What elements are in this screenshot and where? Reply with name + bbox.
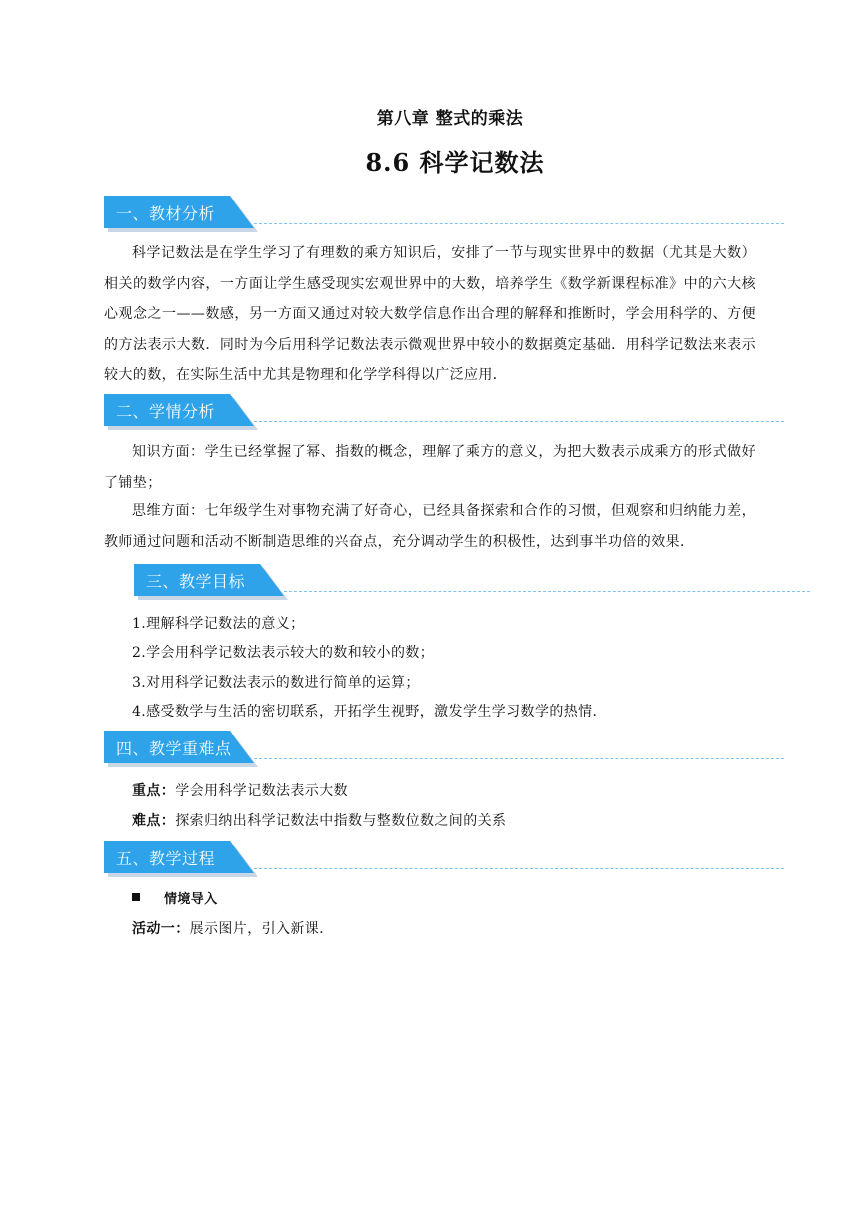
dashed-rule: [254, 223, 784, 224]
goal-item: 3.对用科学记数法表示的数进行简单的运算；: [132, 675, 420, 691]
section-banner-process: [104, 841, 784, 875]
goal-item: 4.感受数学与生活的密切联系，开拓学生视野，激发学生学习数学的热情．: [132, 704, 607, 720]
section-heading: 二、学情分析: [116, 402, 216, 421]
difficulty-line: [132, 810, 506, 830]
focus-text: 学会用科学记数法表示大数: [175, 783, 349, 799]
difficulty-text: 探索归纳出科学记数法中指数与整数位数之间的关系: [175, 813, 507, 829]
learner-knowledge-paragraph: 知识方面：学生已经掌握了幂、指数的概念，理解了乘方的意义，为把大数表示成乘方的形式做好了铺垫；: [104, 444, 756, 491]
difficulty-label: 难点：: [132, 813, 176, 829]
square-bullet-icon: [132, 893, 140, 901]
activity-label: 活动一：: [132, 921, 190, 937]
section-banner-learner: [104, 394, 784, 428]
section-heading: 四、教学重难点: [116, 739, 232, 758]
activity-line: [132, 918, 334, 938]
focus-label: 重点：: [132, 783, 176, 799]
process-step-title: 情境导入: [164, 892, 218, 907]
section-heading: 三、教学目标: [146, 572, 246, 591]
section-heading: 一、教材分析: [116, 204, 216, 223]
dashed-rule: [254, 758, 784, 759]
goal-item: 1.理解科学记数法的意义；: [132, 616, 305, 632]
dashed-rule: [284, 591, 810, 592]
analysis-paragraph: 科学记数法是在学生学习了有理数的乘方知识后，安排了一节与现实世界中的数据（尤其是大数）相关的数学内容，一方面让学生感受现实宏观世界中的大数，培养学生《数学新课程标准》中的六大核心观念之一——数感，另一方面又通过对较大数学信息作出合理的解释和推断时，学会用科学的、方便的方法表示大数．同时为今后用科学记数法表示微观世界中较小的数据奠定基础．用科学记数法来表示较大的数，在实际生活中尤其是物理和化学学科得以广泛应用．: [104, 245, 756, 383]
section-heading: 五、教学过程: [116, 849, 216, 868]
dashed-rule: [254, 868, 784, 869]
chapter-heading: 第八章 整式的乘法: [376, 109, 524, 129]
goal-item: 2.学会用科学记数法表示较大的数和较小的数；: [132, 645, 435, 661]
section-banner-goals: [134, 564, 814, 598]
activity-text: 展示图片，引入新课．: [189, 921, 334, 937]
lesson-title: 8.6 科学记数法: [365, 148, 545, 177]
focus-line: [132, 780, 348, 800]
learner-thinking-paragraph: 思维方面：七年级学生对事物充满了好奇心，已经具备探索和合作的习惯，但观察和归纳能力差，教师通过问题和活动不断制造思维的兴奋点，充分调动学生的积极性，达到事半功倍的效果．: [104, 503, 756, 550]
section-banner-keypoints: [104, 731, 784, 765]
section-banner-analysis: [104, 196, 784, 230]
dashed-rule: [254, 421, 784, 422]
